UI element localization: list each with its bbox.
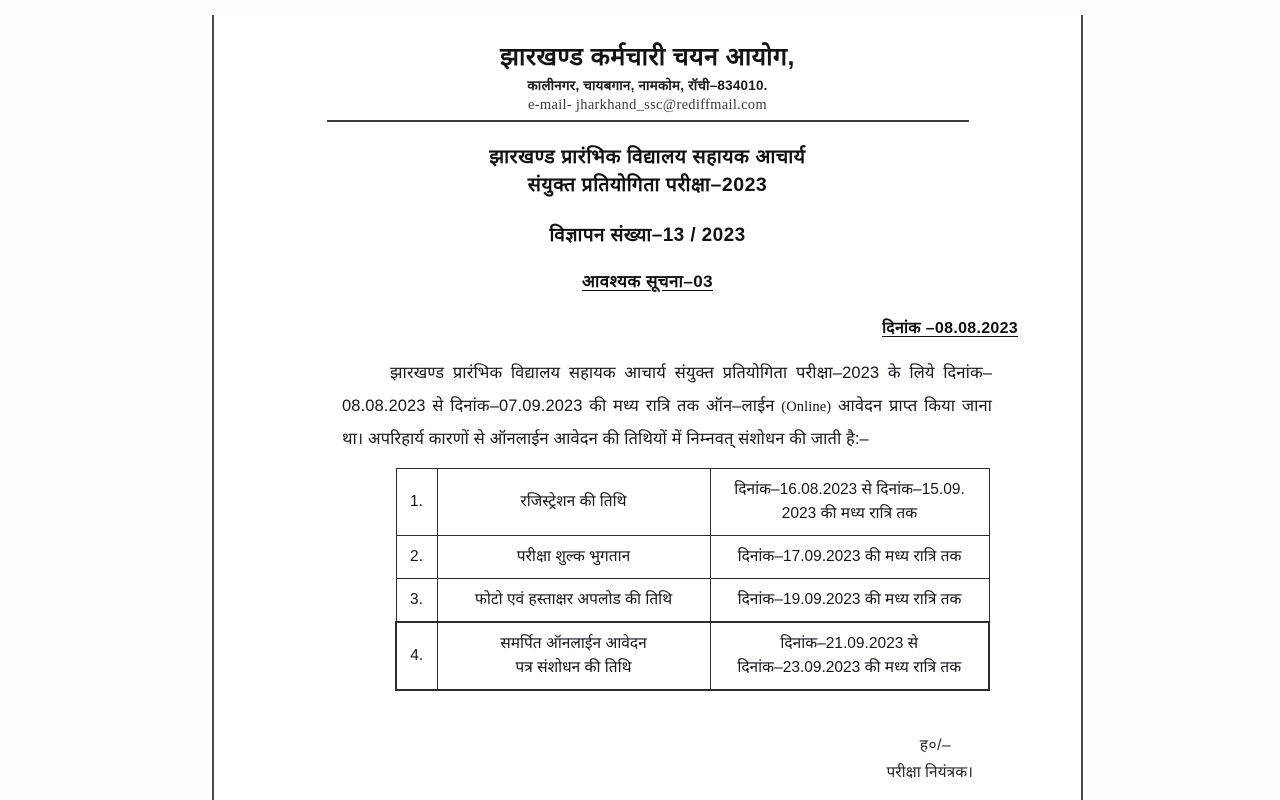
schedule-table-wrapper [214, 468, 1081, 691]
notice-number: आवश्यक सूचना–03 [582, 272, 713, 292]
row-activity: फोटो एवं हस्ताक्षर अपलोड की तिथि [437, 579, 710, 623]
row-date [710, 622, 989, 690]
row-date-line-2: दिनांक–23.09.2023 की मध्य रात्रि तक [737, 659, 962, 677]
row-date-line-1: दिनांक–21.09.2023 से [780, 635, 919, 653]
organization-name: झारखण्ड कर्मचारी चयन आयोग, [500, 43, 795, 71]
row-activity: परीक्षा शुल्क भुगतान [437, 536, 710, 579]
signature-block [214, 733, 1081, 786]
table-row [396, 579, 989, 623]
schedule-table [395, 468, 990, 691]
exam-title [214, 143, 1081, 200]
exam-title-line-1: झारखण्ड प्रारंभिक विद्यालय सहायक आचार्य [489, 145, 806, 168]
table-row [396, 469, 989, 536]
issue-date: दिनांक –08.08.2023 [882, 320, 1018, 338]
row-serial-number: 3. [396, 579, 437, 623]
body-text-part-2: आवेदन प्राप्त किया जाना था। अपरिहार्य कारणों से ऑनलाईन आवेदन की तिथियों में निम्नवत् संशोधन की जाती है:– [342, 397, 992, 449]
row-serial-number: 1. [396, 469, 437, 536]
header-divider [327, 120, 969, 122]
row-date-line-2: 2023 की मध्य रात्रि तक [781, 505, 918, 523]
row-date [710, 469, 989, 536]
document-page [212, 15, 1083, 800]
row-date: दिनांक–19.09.2023 की मध्य रात्रि तक [710, 579, 989, 623]
body-text-latin: (Online) [781, 399, 832, 416]
row-serial-number: 2. [396, 536, 437, 579]
row-activity: रजिस्ट्रेशन की तिथि [437, 469, 710, 536]
signatory-designation: परीक्षा नियंत्रक। [886, 763, 973, 781]
row-activity [437, 622, 710, 690]
row-date-line-1: दिनांक–16.08.2023 से दिनांक–15.09. [734, 481, 965, 499]
title-block [214, 143, 1081, 293]
organization-email: e-mail- jharkhand_ssc@rediffmail.com [528, 96, 767, 113]
body-text-part-1: झारखण्ड प्रारंभिक विद्यालय सहायक आचार्य संयुक्त प्रतियोगिता परीक्षा–2023 के लिये दिनांक–08.08.2023 से दिनांक–07.09.2023 की मध्य रात्रि तक ऑन–लाईन [342, 364, 992, 416]
page-content [214, 15, 1081, 800]
row-date: दिनांक–17.09.2023 की मध्य रात्रि तक [710, 536, 989, 579]
exam-title-line-2: संयुक्त प्रतियोगिता परीक्षा–2023 [527, 174, 768, 197]
organization-address: कालीनगर, चायबगान, नामकोम, रॉची–834010. [527, 77, 768, 93]
row-activity-line-2: पत्र संशोधन की तिथि [515, 659, 632, 677]
body-paragraph [342, 357, 992, 456]
row-activity-line-1: समर्पित ऑनलाईन आवेदन [500, 635, 647, 653]
date-row [214, 316, 1081, 338]
letterhead [214, 15, 1081, 122]
signature-mark: ह०/– [919, 737, 951, 755]
advertisement-number: विज्ञापन संख्या–13 / 2023 [549, 225, 746, 247]
table-row [396, 536, 989, 579]
table-row [396, 622, 989, 690]
row-serial-number: 4. [396, 622, 437, 690]
